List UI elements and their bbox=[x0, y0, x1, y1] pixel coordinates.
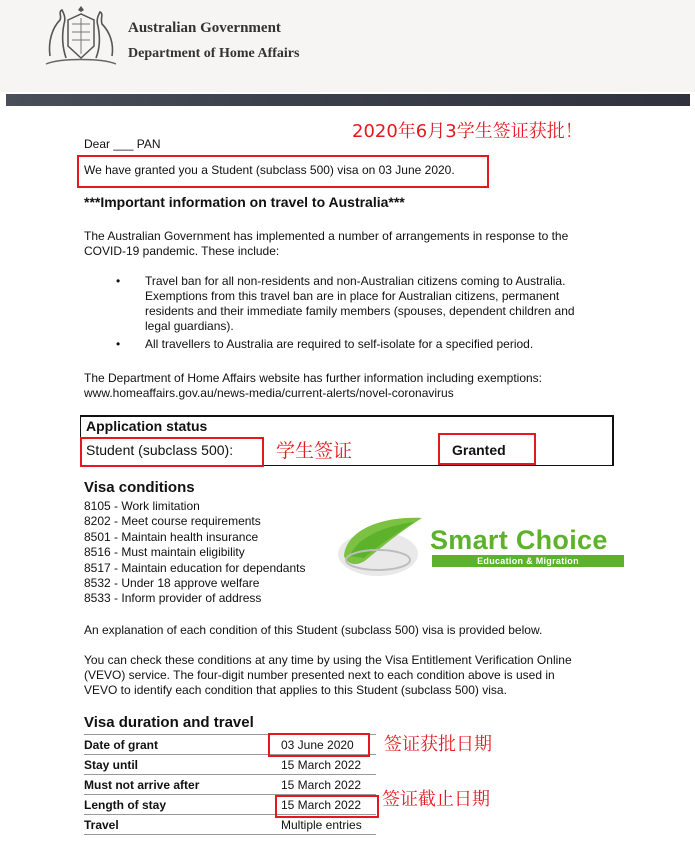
bullet-icon: • bbox=[116, 337, 121, 351]
website-line: The Department of Home Affairs website has further information including exemptions: bbox=[84, 371, 543, 385]
row-value: Multiple entries bbox=[281, 818, 362, 832]
row-label: Date of grant bbox=[84, 738, 159, 752]
salutation: Dear ___ PAN bbox=[84, 137, 161, 151]
row-value: 15 March 2022 bbox=[281, 758, 362, 772]
list-item: 8105 - Work limitation bbox=[84, 499, 200, 513]
logo-tagline: Education & Migration bbox=[432, 555, 624, 567]
bullet-line: residents and their immediate family members (spouses, dependent children and bbox=[145, 304, 575, 318]
row-label: Travel bbox=[84, 818, 119, 832]
smart-choice-logo-icon bbox=[336, 510, 428, 582]
list-item: 8532 - Under 18 approve welfare bbox=[84, 576, 260, 591]
granted-sentence: We have granted you a Student (subclass 500) visa on 03 June 2020. bbox=[84, 163, 455, 177]
intro-line: The Australian Government has implemented a number of arrangements in response to the bbox=[84, 229, 569, 243]
bullet-self-isolate: All travellers to Australia are required to self-isolate for a specified period. bbox=[145, 337, 534, 351]
important-heading: ***Important information on travel to Australia*** bbox=[84, 194, 405, 210]
bullet-line: legal guardians). bbox=[145, 319, 234, 333]
list-item: 8516 - Must maintain eligibility bbox=[84, 545, 245, 560]
row-value: 15 March 2022 bbox=[281, 778, 362, 792]
duration-heading: Visa duration and travel bbox=[84, 714, 254, 731]
header-bar bbox=[6, 94, 690, 106]
expiry-date-annotation: 签证截止日期 bbox=[382, 789, 490, 810]
intro-line: COVID-19 pandemic. These include: bbox=[84, 244, 280, 258]
conditions-explanation: An explanation of each condition of this Student (subclass 500) visa is provided below. bbox=[84, 623, 543, 637]
status-badge: Granted bbox=[452, 442, 506, 458]
list-item: 8202 - Meet course requirements bbox=[84, 514, 261, 529]
bullet-line: Exemptions from this travel ban are in place for Australian citizens, permanent bbox=[145, 289, 560, 303]
grant-date-highlight-box bbox=[268, 733, 370, 757]
logo-name: Smart Choice bbox=[430, 525, 608, 555]
student-visa-annotation: 学生签证 bbox=[276, 440, 353, 462]
table-row bbox=[84, 815, 384, 835]
application-status-heading: Application status bbox=[86, 418, 208, 434]
vevo-line: You can check these conditions at any time by using the Visa Entitlement Verification Online bbox=[84, 653, 572, 667]
row-divider bbox=[84, 834, 376, 835]
list-item: 8533 - Inform provider of address bbox=[84, 591, 262, 606]
list-item: 8501 - Maintain health insurance bbox=[84, 529, 259, 544]
bullet-line: Travel ban for all non-residents and non-Australian citizens coming to Australia. bbox=[145, 274, 566, 288]
row-label: Stay until bbox=[84, 758, 139, 772]
conditions-list bbox=[84, 499, 306, 607]
row-label: Length of stay bbox=[84, 798, 167, 812]
table-row bbox=[84, 755, 384, 775]
vevo-paragraph bbox=[84, 653, 572, 698]
row-value: 03 June 2020 bbox=[281, 738, 354, 752]
website-link[interactable]: www.homeaffairs.gov.au/news-media/current-alerts/novel-coronavirus bbox=[84, 386, 454, 400]
vevo-line: (VEVO) service. The four-digit number presented next to each condition above is used in bbox=[84, 668, 555, 682]
visa-conditions-heading: Visa conditions bbox=[84, 479, 195, 496]
stay-length-highlight-box bbox=[275, 795, 379, 818]
intro-paragraph bbox=[84, 229, 568, 259]
visa-label: Student (subclass 500): bbox=[86, 442, 234, 458]
grant-date-annotation: 签证获批日期 bbox=[384, 734, 492, 755]
row-value: 15 March 2022 bbox=[281, 798, 362, 812]
row-label: Must not arrive after bbox=[84, 778, 200, 792]
table-row bbox=[84, 775, 384, 795]
bullet-travel-ban bbox=[145, 274, 575, 334]
org-line-2: Department of Home Affairs bbox=[128, 46, 300, 61]
vevo-line: VEVO to identify each condition that applies to this Student (subclass 500) visa. bbox=[84, 683, 507, 697]
list-item: 8517 - Maintain education for dependants bbox=[84, 560, 306, 575]
approved-annotation: 2020年6月3学生签证获批！ bbox=[352, 121, 583, 142]
org-line-1: Australian Government bbox=[128, 20, 281, 36]
website-paragraph bbox=[84, 371, 542, 401]
coat-of-arms-icon bbox=[40, 6, 122, 72]
bullet-icon: • bbox=[116, 274, 121, 288]
